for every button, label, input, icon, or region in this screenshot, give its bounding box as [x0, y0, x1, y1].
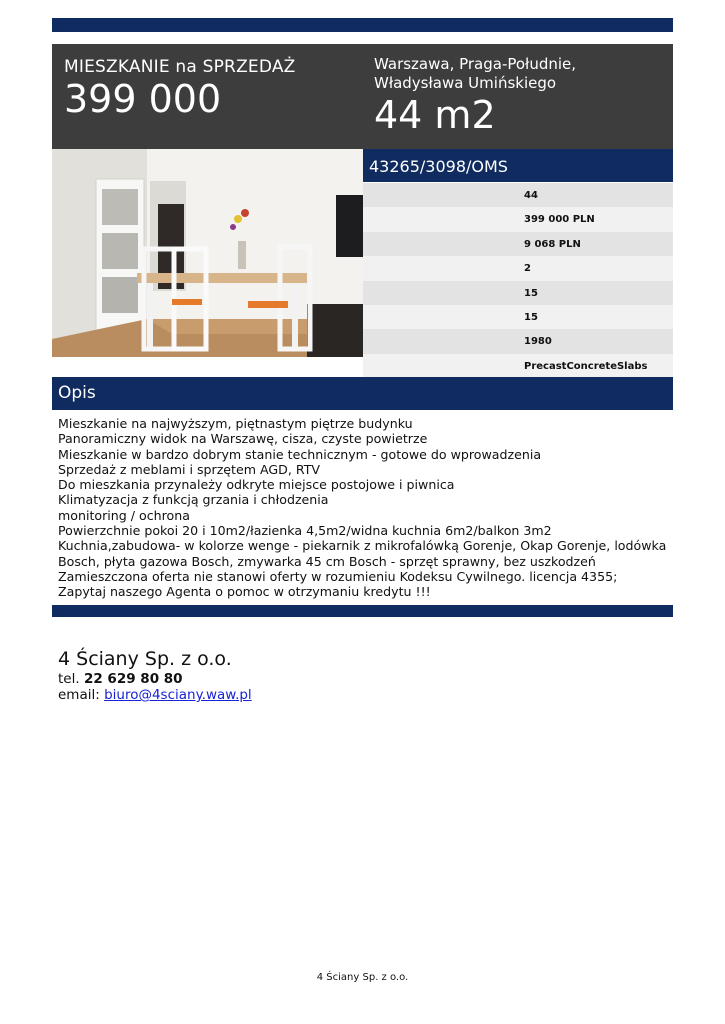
description-line: Mieszkanie w bardzo dobrym stanie technicznym - gotowe do wprowadzenia — [58, 446, 542, 462]
description-line: Do mieszkania przynależy odkryte miejsce postojowe i piwnica — [58, 477, 455, 493]
detail-row-price: 399 000 PLN — [363, 207, 673, 231]
listing-location — [374, 55, 664, 93]
description-line: Powierzchnie pokoi 20 i 10m2/łazienka 4,5m2/widna kuchnia 6m2/balkon 3m2 — [58, 523, 552, 539]
location-line-2: Władysława Umińskiego — [374, 74, 557, 92]
detail-row-floor: 15 — [363, 281, 673, 305]
detail-row-area: 44 — [363, 183, 673, 207]
description-line: Zamieszczona oferta nie stanowi oferty w rozumieniu Kodeksu Cywilnego. licencja 4355; — [58, 568, 618, 584]
top-accent-bar — [52, 18, 673, 32]
description-line: Kuchnia,zabudowa- w kolorze wenge - piekarnik z mikrofalówką Gorenje, Okap Gorenje, lodówka — [58, 538, 667, 554]
description-line: monitoring / ochrona — [58, 507, 190, 523]
detail-row-building-material: PrecastConcreteSlabs — [363, 354, 673, 378]
listing-header — [52, 44, 673, 149]
listing-area: 44 m2 — [374, 93, 496, 137]
description-line: Zapytaj naszego Agenta o pomoc w otrzymaniu kredytu !!! — [58, 584, 431, 600]
agency-email — [58, 687, 252, 703]
page-footer: 4 Ściany Sp. z o.o. — [316, 972, 409, 983]
description-line: Bosch, płyta gazowa Bosch, zmywarka 45 cm Bosch - sprzęt sprawny, bez uszkodzeń — [58, 553, 596, 569]
agency-name: 4 Ściany Sp. z o.o. — [58, 648, 232, 670]
apartment-photo — [52, 149, 363, 357]
description-line: Panoramiczny widok na Warszawę, cisza, czyste powietrze — [58, 431, 428, 447]
description-line: Mieszkanie na najwyższym, piętnastym piętrze budynku — [58, 416, 413, 431]
listing-type: MIESZKANIE na SPRZEDAŻ — [64, 57, 296, 77]
detail-row-year-built: 1980 — [363, 329, 673, 353]
email-label: email: — [58, 687, 105, 703]
description-heading: Opis — [52, 377, 673, 410]
phone-label: tel. — [58, 671, 84, 687]
listing-reference: 43265/3098/OMS — [363, 149, 673, 182]
description-line: Sprzedaż z meblami i sprzętem AGD, RTV — [58, 461, 321, 477]
description-line: Klimatyzacja z funkcją grzania i chłodzenia — [58, 492, 329, 508]
detail-row-floors-total: 15 — [363, 305, 673, 329]
phone-number: 22 629 80 80 — [83, 671, 183, 687]
detail-row-rooms: 2 — [363, 256, 673, 280]
agency-phone — [58, 671, 183, 687]
bottom-accent-bar — [52, 605, 673, 617]
location-line-1: Warszawa, Praga-Południe, — [374, 55, 577, 73]
details-table — [363, 183, 673, 378]
apartment-photo-illustration — [52, 149, 363, 357]
email-link[interactable]: biuro@4sciany.waw.pl — [104, 687, 252, 703]
listing-price: 399 000 — [64, 77, 222, 121]
detail-row-price-per-m2: 9 068 PLN — [363, 232, 673, 256]
description-body — [58, 416, 670, 600]
